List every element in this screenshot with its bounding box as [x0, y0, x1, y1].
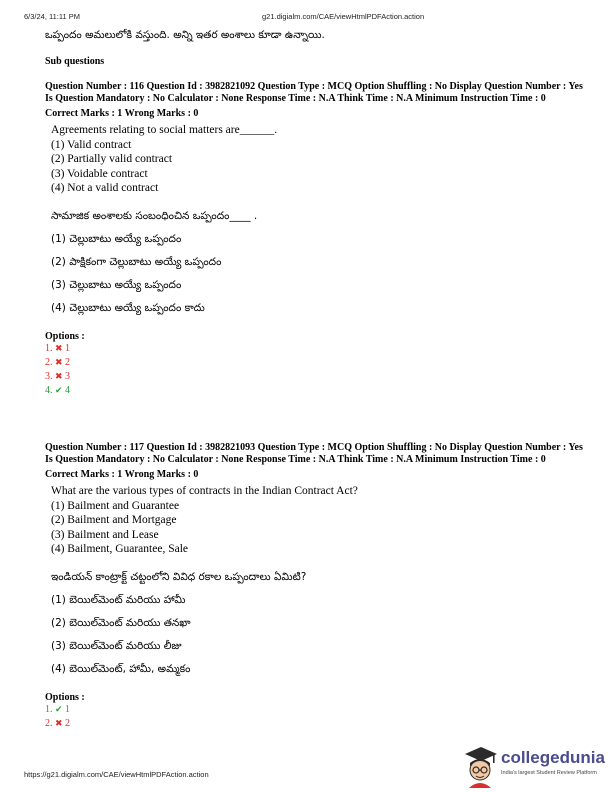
option-item-telugu: (1) బెయిల్‌మెంట్ మరియు హామీ [51, 593, 186, 606]
print-url: g21.digialm.com/CAE/viewHtmlPDFAction.action [262, 12, 425, 21]
option-item-telugu: (3) బెయిల్‌మెంట్ మరియు లీజు [51, 639, 182, 652]
question-stem: What are the various types of contracts in the Indian Contract Act? [51, 485, 358, 497]
option-item-telugu: (4) బెయిల్‌మెంట్, హామీ, అమ్మకం [51, 662, 191, 675]
option-item-telugu: (1) చెల్లుబాటు అయ్యే ఒప్పందం [51, 232, 182, 245]
answer-option: 2. ✖ 2 [45, 356, 71, 368]
wrong-icon: ✖ [55, 343, 63, 354]
option-item: (2) Bailment and Mortgage [51, 514, 177, 526]
question-english [51, 484, 585, 557]
option-item: (4) Bailment, Guarantee, Sale [51, 543, 188, 555]
wrong-icon: ✖ [55, 718, 63, 729]
option-item: (3) Voidable contract [51, 167, 148, 180]
options-label: Options : [45, 691, 85, 703]
question-meta: Question Number : 117 Question Id : 3982821093 Question Type : MCQ Option Shuffling : No Display Question Number : Yes Is Question Mandatory : No Calculator : None Response Time : N.A Think Time : N.A Minimum Instruction Time : 0 [45, 442, 583, 465]
answer-option-correct: 1. ✔ 1 [45, 703, 71, 715]
question-marks: Correct Marks : 1 Wrong Marks : 0 [45, 469, 199, 480]
brand-name: collegedunia [501, 748, 605, 767]
question-stem: Agreements relating to social matters are______. [51, 124, 278, 136]
question-block-117 [45, 442, 585, 731]
graduate-mascot-icon [461, 744, 499, 788]
option-item-telugu: (3) చెల్లుబాటు అయ్యే ఒప్పందం [51, 278, 182, 291]
question-stem-telugu: ఇండియన్ కాంట్రాక్ట్ చట్టంలోని వివిధ రకాల ఒప్పందాలు ఏమిటి? [51, 570, 307, 583]
brand-tagline: India's largest Student Review Platform [501, 770, 597, 776]
footer-url: https://g21.digialm.com/CAE/viewHtmlPDFAction.action [24, 770, 209, 779]
check-icon: ✔ [55, 385, 63, 396]
option-item: (1) Valid contract [51, 138, 132, 151]
option-item-telugu: (4) చెల్లుబాటు అయ్యే ఒప్పందం కాదు [51, 301, 205, 314]
intro-text: ఒప్పందం అమలులోకి వస్తుంది. అన్ని ఇతర అంశాలు కూడా ఉన్నాయి. [45, 29, 325, 41]
question-block-116 [45, 28, 585, 398]
wrong-icon: ✖ [55, 357, 63, 368]
wrong-icon: ✖ [55, 371, 63, 382]
option-item-telugu: (2) బెయిల్‌మెంట్ మరియు తనఖా [51, 616, 191, 629]
answer-option: 3. ✖ 3 [45, 370, 71, 382]
question-stem-telugu: సామాజిక అంశాలకు సంబంధించిన ఒప్పందం____ . [51, 209, 258, 222]
sub-questions-heading: Sub questions [45, 56, 105, 67]
print-datetime: 6/3/24, 11:11 PM [24, 12, 81, 21]
question-meta: Question Number : 116 Question Id : 3982821092 Question Type : MCQ Option Shuffling : No Display Question Number : Yes Is Question Mandatory : No Calculator : None Response Time : N.A Think Time : N.A Minimum Instruction Time : 0 [45, 81, 583, 104]
option-item: (1) Bailment and Guarantee [51, 499, 180, 512]
question-english [51, 123, 585, 196]
question-marks: Correct Marks : 1 Wrong Marks : 0 [45, 108, 199, 119]
answer-option-correct: 4. ✔ 4 [45, 384, 71, 396]
check-icon: ✔ [55, 704, 63, 715]
brand-watermark [461, 744, 611, 788]
option-item: (3) Bailment and Lease [51, 528, 159, 541]
options-label: Options : [45, 330, 85, 342]
answer-option: 2. ✖ 2 [45, 717, 71, 729]
option-item-telugu: (2) పాక్షికంగా చెల్లుబాటు అయ్యే ఒప్పందం [51, 255, 222, 268]
answer-option: 1. ✖ 1 [45, 342, 71, 354]
option-item: (2) Partially valid contract [51, 153, 173, 165]
option-item: (4) Not a valid contract [51, 182, 159, 194]
